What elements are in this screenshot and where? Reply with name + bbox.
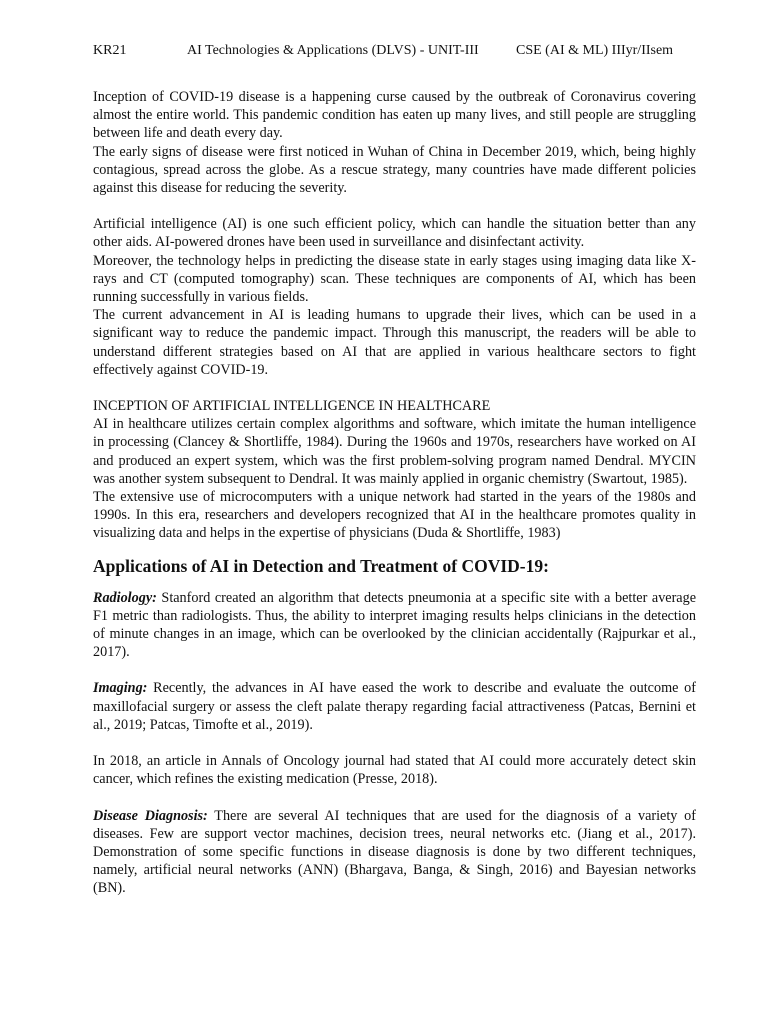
inception-paragraph-1: AI in healthcare utilizes certain complex algorithms and software, which imitate the human intelligence in processing (Clancey & Shortliffe, 1984). During the 1960s and 1970s, researchers have worked on AI and produced an expert system, which was the first problem-solving program named Dendral. MYCIN was another system subsequent to Dendral. It was mainly applied in organic chemistry (Swartout, 1985).: [93, 416, 696, 487]
intro-paragraph-2: The early signs of disease were first noticed in Wuhan of China in December 2019, which, being highly contagious, spread across the globe. As a rescue strategy, many countries have made different policies against this disease for reducing the severity.: [93, 143, 696, 197]
oncology-paragraph: In 2018, an article in Annals of Oncology journal had stated that AI could more accurately detect skin cancer, which refines the existing medication (Presse, 2018).: [93, 753, 696, 788]
diagnosis-text: There are several AI techniques that are used for the diagnosis of a variety of diseases. Few are support vector machines, decision trees, neural networks etc. (Jiang et al., 2017). Demonstration of some specific functions in disease diagnosis is done by two different techniques, namely, artificial neural networks (ANN) (Bhargava, Banga, & Singh, 2016) and Bayesian networks (BN).: [93, 807, 696, 897]
imaging-paragraph: [93, 679, 696, 734]
document-body: [93, 88, 696, 898]
imaging-text: Recently, the advances in AI have eased the work to describe and evaluate the outcome of maxillofacial surgery or assess the cleft palate therapy regarding facial attractiveness (Patcas, Bernini et al., 2019; Patcas, Timofte et al., 2019).: [93, 680, 696, 733]
imaging-label: Imaging:: [93, 680, 148, 697]
inception-heading: INCEPTION OF ARTIFICIAL INTELLIGENCE IN HEALTHCARE: [93, 398, 491, 415]
header-course: AI Technologies & Applications (DLVS) - UNIT-III: [187, 43, 479, 58]
radiology-text: Stanford created an algorithm that detects pneumonia at a specific site with a better average F1 metric than radiologists. Thus, the ability to interpret imaging results helps clinicians in the detection of minute changes in an image, which can be overlooked by the clinician accidentally (Rajpurkar et al., 2017).: [93, 589, 696, 661]
page-header: [93, 42, 696, 60]
intro-paragraph-5: The current advancement in AI is leading humans to upgrade their lives, which can be used in a significant way to reduce the pandemic impact. Through this manuscript, the readers will be able to understand different strategies based on AI that are applied in various healthcare sectors to fight effectively against COVID-19.: [93, 307, 696, 378]
document-page: [93, 42, 696, 898]
diagnosis-paragraph: [93, 807, 696, 898]
section-title: Applications of AI in Detection and Treatment of COVID-19:: [93, 555, 549, 576]
intro-paragraph-4: Moreover, the technology helps in predicting the disease state in early stages using imaging data like X-rays and CT (computed tomography) scan. These techniques are components of AI, which has been running successfully in various fields.: [93, 252, 696, 306]
header-code: KR21: [93, 43, 127, 58]
radiology-label: Radiology:: [93, 589, 157, 606]
intro-paragraph-1: Inception of COVID-19 disease is a happening curse caused by the outbreak of Coronavirus covering almost the entire world. This pandemic condition has eaten up many lives, and still people are struggling between life and death every day.: [93, 89, 696, 142]
radiology-paragraph: [93, 589, 696, 662]
diagnosis-label: Disease Diagnosis:: [93, 807, 208, 824]
header-class: CSE (AI & ML) IIIyr/IIsem: [516, 43, 674, 58]
intro-paragraph-3: Artificial intelligence (AI) is one such efficient policy, which can handle the situation better than any other aids. AI-powered drones have been used in surveillance and disinfectant activity.: [93, 216, 696, 251]
inception-paragraph-2: The extensive use of microcomputers with a unique network had started in the years of the 1980s and 1990s. In this era, researchers and developers recognized that AI in the healthcare promotes quality in visualizing data and helps in the expertise of physicians (Duda & Shortliffe, 1983): [93, 489, 696, 542]
